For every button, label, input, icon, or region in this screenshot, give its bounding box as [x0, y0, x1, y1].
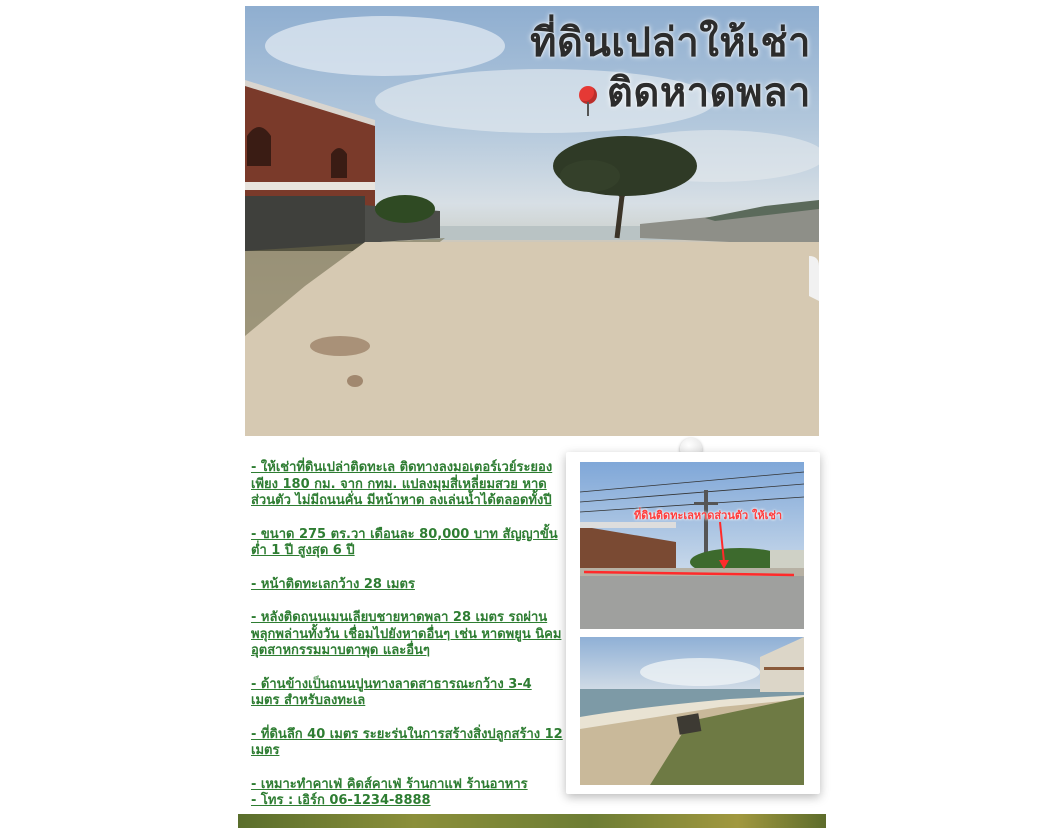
description-item: - ด้านข้างเป็นถนนปูนทางลาดสาธารณะกว้าง 3-4 เมตร สำหรับลงทะเล: [251, 676, 532, 708]
map-pin-icon: [577, 86, 599, 108]
description-item: - หลังติดถนนเมนเลียบชายหาดพลา 28 เมตร รถผ่านพลุกพล่านทั้งวัน เชื่อมไปยังหาดอื่นๆ เช่น หาดพยูน นิคมอุตสาหกรรมมาบตาพุด และอื่นๆ: [251, 610, 562, 658]
photo-card: [566, 452, 820, 794]
beach-photo: [580, 637, 804, 785]
description-item: - ที่ดินลึก 40 เมตร ระยะร่นในการสร้างสิ่งปลูกสร้าง 12 เมตร: [251, 726, 563, 758]
description-item: - ขนาด 275 ตร.วา เดือนละ 80,000 บาท สัญญาขั้นต่ำ 1 ปี สูงสุด 6 ปี: [251, 526, 558, 558]
hero-title-line2: [530, 68, 811, 118]
description-list: [251, 460, 563, 810]
description-item: - เหมาะทำคาเฟ่ คิดส์คาเฟ่ ร้านกาแฟ ร้านอาหาร: [251, 776, 528, 792]
hero-photo: [245, 6, 819, 436]
street-view-photo: [580, 462, 804, 629]
hero-title-line1: ที่ดินเปล่าให้เช่า: [530, 20, 811, 66]
description-item: - โทร : เอิร์ก 06-1234-8888: [251, 793, 431, 808]
description-item: - หน้าติดทะเลกว้าง 28 เมตร: [251, 576, 415, 592]
beach-scene: [580, 637, 804, 785]
street-view-scene: [580, 462, 804, 629]
hero-title: [530, 18, 811, 118]
photo-caption: ที่ดินติดทะเลหาดส่วนตัว ให้เช่า: [634, 509, 783, 522]
bottom-photo-strip: [238, 814, 826, 828]
hero-title-line2-text: ติดหาดพลา: [606, 70, 811, 116]
description-item: - ให้เช่าที่ดินเปล่าติดทะเล ติดทางลงมอเตอร์เวย์ระยอง เพียง 180 กม. จาก กทม. แปลงมุมสี่เหลี่ยมสวย หาดส่วนตัว ไม่มีถนนคั่น มีหน้าหาด ลงเล่นน้ำได้ตลอดทั้งปี: [251, 460, 553, 508]
